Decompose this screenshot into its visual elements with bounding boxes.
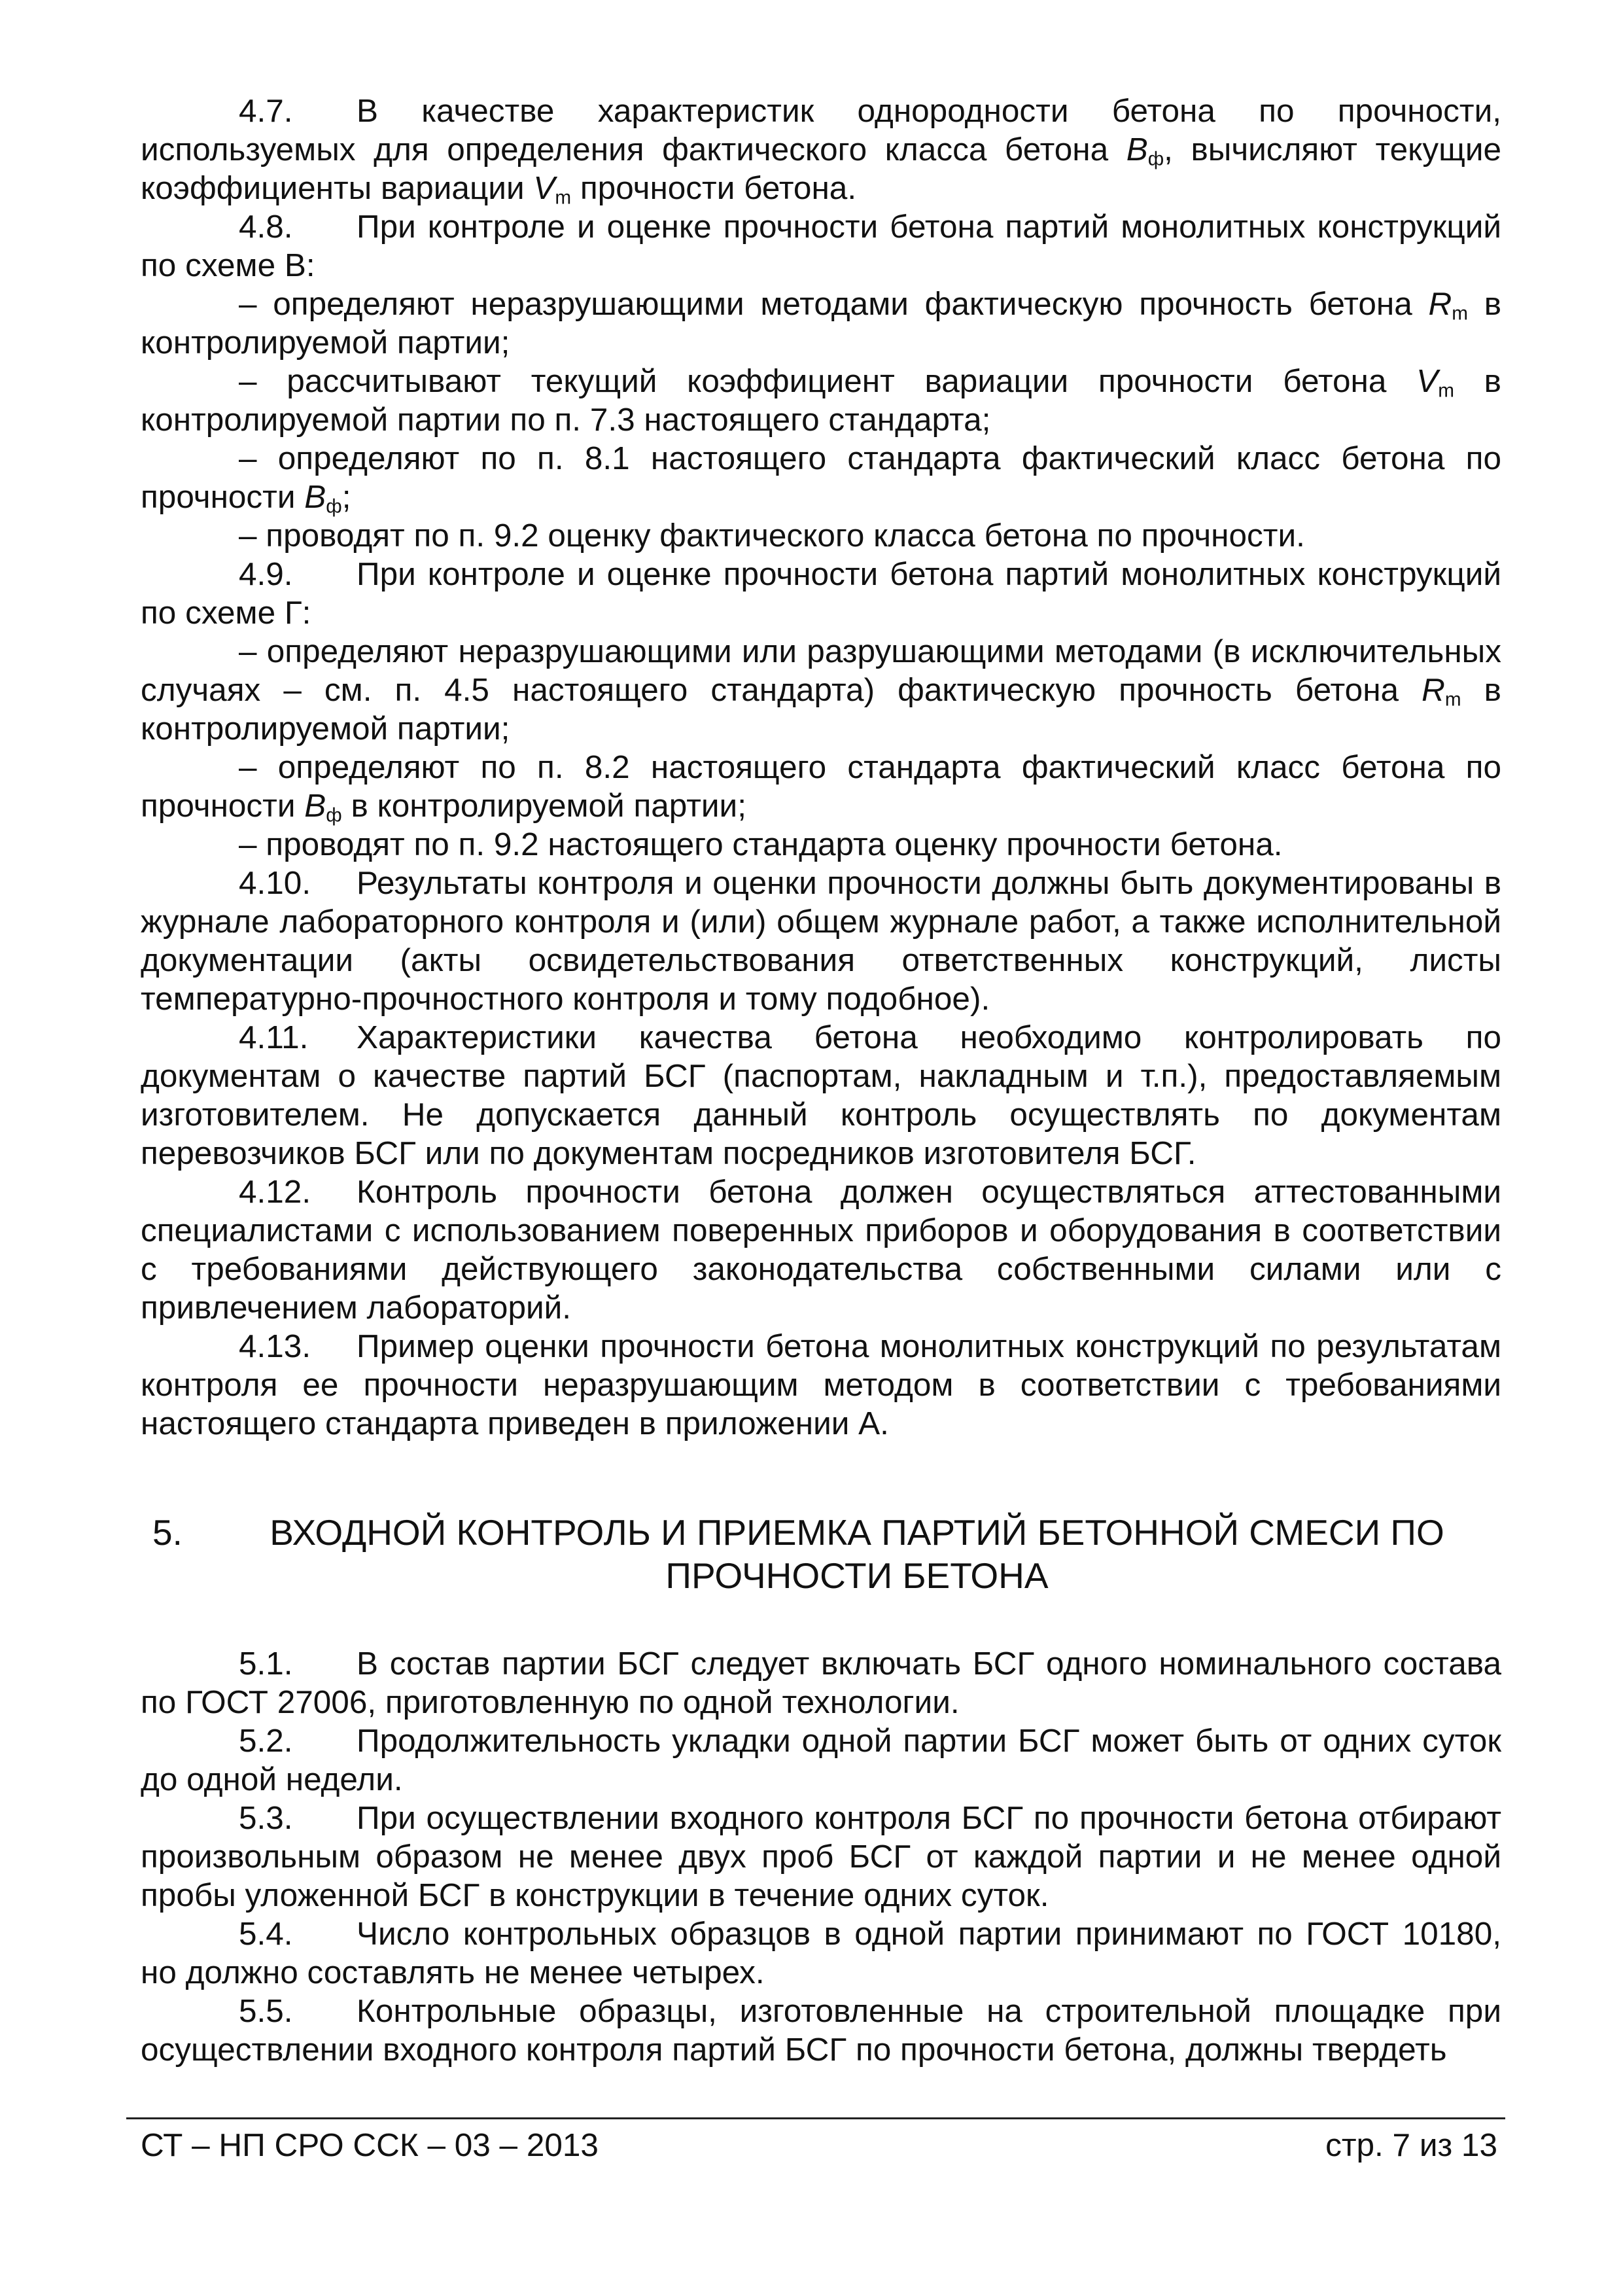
page-number: стр. 7 из 13 xyxy=(1325,2127,1497,2163)
paragraph-5-1 xyxy=(141,1644,1501,1722)
var-symbol: V xyxy=(1416,363,1439,399)
clause-number: 5.2. xyxy=(239,1723,293,1759)
page-footer xyxy=(126,2117,1505,2163)
list-item-text: – проводят по п. 9.2 настоящего стандарта оценку прочности бетона. xyxy=(239,826,1283,862)
paragraph-text: В состав партии БСГ следует включать БСГ одного номинального состава по ГОСТ 27006, приготовленную по одной технологии. xyxy=(141,1646,1501,1720)
list-item-text: – определяют неразрушающими или разрушающими методами (в исключительных случаях – см. п. 4.5 настоящего стандарта) фактическую прочность бетона xyxy=(141,633,1501,708)
paragraph-text: Пример оценки прочности бетона монолитных конструкций по результатам контроля ее прочности неразрушающим методом в соответствии с требованиями настоящего стандарта приведен в приложении А. xyxy=(141,1328,1501,1441)
paragraph-4-9 xyxy=(141,555,1501,632)
var-symbol: В xyxy=(304,788,326,824)
list-item-text: – определяют по п. 8.2 настоящего стандарта фактический класс бетона по прочности xyxy=(141,749,1501,824)
section-title: ВХОДНОЙ КОНТРОЛЬ И ПРИЕМКА ПАРТИЙ БЕТОННОЙ СМЕСИ ПО ПРОЧНОСТИ БЕТОНА xyxy=(270,1512,1444,1596)
clause-number: 5.1. xyxy=(239,1646,293,1682)
list-item-text: – определяют по п. 8.1 настоящего стандарта фактический класс бетона по прочности xyxy=(141,440,1501,515)
paragraph-4-11 xyxy=(141,1018,1501,1173)
paragraph-text: Продолжительность укладки одной партии БСГ может быть от одних суток до одной недели. xyxy=(141,1723,1501,1797)
list-item-text: – определяют неразрушающими методами фактическую прочность бетона xyxy=(239,286,1429,322)
clause-number: 4.13. xyxy=(239,1328,311,1364)
paragraph-4-12 xyxy=(141,1173,1501,1327)
clause-number: 5.3. xyxy=(239,1800,293,1836)
var-subscript: m xyxy=(555,186,572,209)
paragraph-5-2 xyxy=(141,1722,1501,1799)
paragraph-4-7 xyxy=(141,92,1501,207)
paragraph-text: При контроле и оценке прочности бетона партий монолитных конструкций по схеме В: xyxy=(141,209,1501,283)
clause-number: 4.7. xyxy=(239,93,293,129)
list-item xyxy=(141,748,1501,825)
var-symbol: R xyxy=(1422,672,1445,708)
paragraph-text: При контроле и оценке прочности бетона партий монолитных конструкций по схеме Г: xyxy=(141,556,1501,631)
document-page xyxy=(141,92,1501,2251)
paragraph-text: Число контрольных образцов в одной партии принимают по ГОСТ 10180, но должно составлять не менее четырех. xyxy=(141,1916,1501,1990)
var-subscript: ф xyxy=(326,495,342,518)
paragraph-5-5 xyxy=(141,1992,1501,2069)
var-subscript: ф xyxy=(1147,148,1164,170)
list-item-text: в контролируемой партии; xyxy=(141,672,1501,747)
clause-number: 4.8. xyxy=(239,209,293,245)
list-item xyxy=(141,825,1501,864)
var-symbol: R xyxy=(1428,286,1452,322)
paragraph-text: В качестве характеристик однородности бетона по прочности, используемых для определения фактического класса бетона xyxy=(141,93,1501,168)
list-item xyxy=(141,439,1501,516)
var-subscript: ф xyxy=(326,804,342,826)
var-symbol: В xyxy=(304,479,326,515)
var-subscript: m xyxy=(1438,380,1454,402)
list-item-text: ; xyxy=(341,479,351,515)
paragraph-text: Контрольные образцы, изготовленные на строительной площадке при осуществлении входного контроля партий БСГ по прочности бетона, должны твердеть xyxy=(141,1993,1501,2068)
list-item xyxy=(141,285,1501,362)
paragraph-4-8 xyxy=(141,207,1501,285)
paragraph-5-4 xyxy=(141,1915,1501,1992)
var-symbol: V xyxy=(533,170,555,206)
list-item-text: – проводят по п. 9.2 оценку фактического класса бетона по прочности. xyxy=(239,518,1305,554)
clause-number: 5.4. xyxy=(239,1916,293,1952)
var-symbol: В xyxy=(1126,132,1148,168)
var-subscript: m xyxy=(1444,688,1461,711)
paragraph-text: прочности бетона. xyxy=(571,170,857,206)
var-subscript: m xyxy=(1452,302,1468,325)
paragraph-text: Контроль прочности бетона должен осуществляться аттестованными специалистами с использованием поверенных приборов и оборудования в соответствии с требованиями действующего законодательства собственными силами или с привлечением лабораторий. xyxy=(141,1174,1501,1326)
list-item xyxy=(141,632,1501,748)
list-item-text: в контролируемой партии по п. 7.3 настоящего стандарта; xyxy=(141,363,1501,438)
paragraph-text: Характеристики качества бетона необходимо контролировать по документам о качестве партий БСГ (паспортам, накладным и т.п.), предоставляемым изготовителем. Не допускается данный контроль осуществлять по документам перевозчиков БСГ или по документам посредников изготовителя БСГ. xyxy=(141,1019,1501,1171)
list-item-text: в контролируемой партии; xyxy=(141,286,1501,361)
paragraph-text: , вычисляют текущие коэффициенты вариации xyxy=(141,132,1501,206)
paragraph-text: При осуществлении входного контроля БСГ по прочности бетона отбирают произвольным образом не менее двух проб БСГ от каждой партии и не менее одной пробы уложенной БСГ в конструкции в течение одних суток. xyxy=(141,1800,1501,1913)
list-item xyxy=(141,516,1501,555)
clause-number: 4.11. xyxy=(239,1019,309,1055)
clause-number: 4.9. xyxy=(239,556,293,592)
paragraph-4-13 xyxy=(141,1327,1501,1443)
list-item-text: – рассчитывают текущий коэффициент вариации прочности бетона xyxy=(239,363,1417,399)
list-item-text: в контролируемой партии; xyxy=(341,788,746,824)
paragraph-5-3 xyxy=(141,1799,1501,1915)
paragraph-text: Результаты контроля и оценки прочности должны быть документированы в журнале лабораторного контроля и (или) общем журнале работ, а также исполнительной документации (акты освидетельствования ответственных конструкций, листы температурно-прочностного контроля и тому подобное). xyxy=(141,865,1501,1017)
section-number: 5. xyxy=(152,1512,183,1553)
section-heading xyxy=(141,1511,1501,1597)
document-code: СТ – НП СРО ССК – 03 – 2013 xyxy=(141,2127,599,2163)
paragraph-4-10 xyxy=(141,864,1501,1018)
clause-number: 5.5. xyxy=(239,1993,293,2029)
clause-number: 4.12. xyxy=(239,1174,311,1210)
list-item xyxy=(141,362,1501,439)
clause-number: 4.10. xyxy=(239,865,311,901)
